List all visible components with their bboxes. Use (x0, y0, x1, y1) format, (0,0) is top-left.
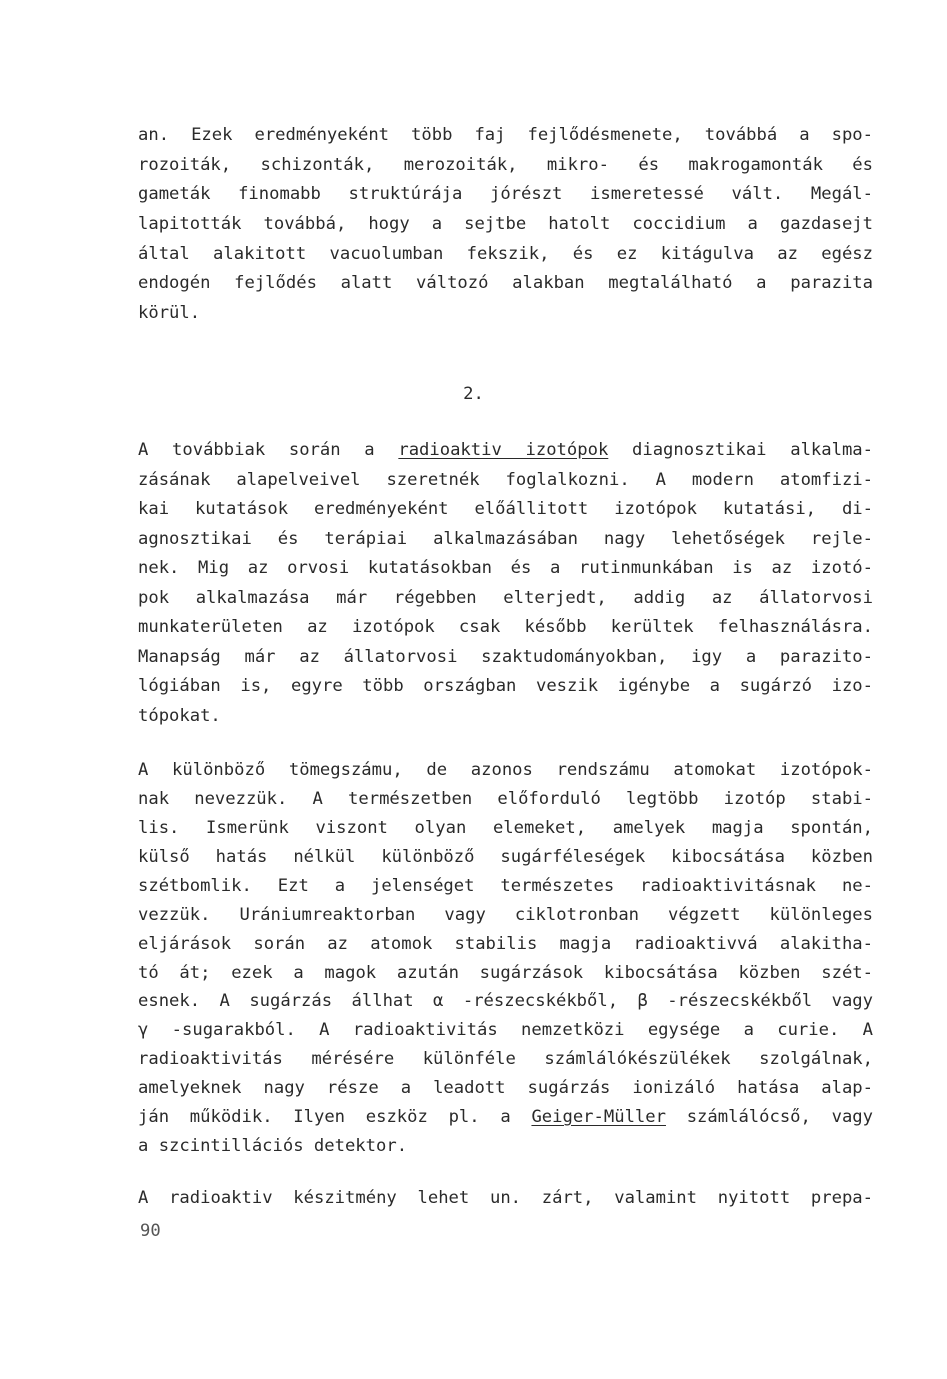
underlined-term: Geiger-Müller (531, 1107, 666, 1127)
text-line: zásának alapelveivel szeretnék foglalkozni. A modern atomfizi- (138, 470, 873, 490)
text-line: radioaktivitás mérésére különféle számlálókészülékek szolgálnak, (138, 1049, 873, 1069)
text-line: amelyeknek nagy része a leadott sugárzás ionizáló hatása alap- (138, 1078, 873, 1098)
section-number: 2. (463, 384, 484, 404)
text-line (138, 1104, 873, 1130)
text-line: tópokat. (138, 706, 221, 726)
text-line: a szcintillációs detektor. (138, 1136, 408, 1156)
text-span: számlálócső, vagy (665, 1107, 873, 1127)
page-number: 90 (140, 1221, 161, 1241)
text-line: Manapság már az állatorvosi szaktudományokban, igy a parazito- (138, 647, 873, 667)
text-line: tó át; ezek a magok azután sugárzások kibocsátása közben szét- (138, 963, 873, 983)
text-line: eljárások során az atomok stabilis magja radioaktivvá alakitha- (138, 934, 873, 954)
text-line: lapitották továbbá, hogy a sejtbe hatolt coccidium a gazdasejt (138, 214, 873, 234)
text-line: A különböző tömegszámu, de azonos rendszámu atomokat izotópok- (138, 760, 873, 780)
text-line: esnek. A sugárzás állhat α -részecskékből, β -részecskékből vagy (138, 991, 873, 1011)
text-line: rozoiták, schizonták, merozoiták, mikro- és makrogamonták és (138, 155, 873, 175)
text-line: gameták finomabb struktúrája jórészt ismeretessé vált. Megál- (138, 184, 873, 204)
text-line: szétbomlik. Ezt a jelenséget természetes radioaktivitásnak ne- (138, 876, 873, 896)
text-line: γ -sugarakból. A radioaktivitás nemzetközi egysége a curie. A (138, 1020, 873, 1040)
text-line: külső hatás nélkül különböző sugárféleségek kibocsátása közben (138, 847, 873, 867)
underlined-term: radioaktiv izotópok (398, 440, 609, 460)
text-line: A radioaktiv készitmény lehet un. zárt, valamint nyitott prepa- (138, 1188, 873, 1208)
text-line: lógiában is, egyre több országban veszik igénybe a sugárzó izo- (138, 676, 873, 696)
text-line: vezzük. Urániumreaktorban vagy ciklotronban végzett különleges (138, 905, 873, 925)
text-line: munkaterületen az izotópok csak később kerültek felhasználásra. (138, 617, 873, 637)
text-line: endogén fejlődés alatt változó alakban megtalálható a parazita (138, 273, 873, 293)
text-line: nek. Mig az orvosi kutatásokban és a rutinmunkában is az izotó- (138, 558, 873, 578)
text-line (138, 437, 873, 463)
text-line: lis. Ismerünk viszont olyan elemeket, amelyek magja spontán, (138, 818, 873, 838)
text-span: ján működik. Ilyen eszköz pl. a (138, 1107, 532, 1127)
text-line: körül. (138, 303, 201, 323)
text-line: pok alkalmazása már régebben elterjedt, addig az állatorvosi (138, 588, 873, 608)
text-span: A továbbiak során a (138, 440, 399, 460)
text-line: által alakitott vacuolumban fekszik, és ez kitágulva az egész (138, 244, 873, 264)
text-line: agnosztikai és terápiai alkalmazásában nagy lehetőségek rejle- (138, 529, 873, 549)
text-span: diagnosztikai alkalma- (608, 440, 874, 460)
text-line: nak nevezzük. A természetben előforduló legtöbb izotóp stabi- (138, 789, 873, 809)
text-line: kai kutatások eredményeként előállitott izotópok kutatási, di- (138, 499, 873, 519)
text-line: an. Ezek eredményeként több faj fejlődésmenete, továbbá a spo- (138, 125, 873, 145)
